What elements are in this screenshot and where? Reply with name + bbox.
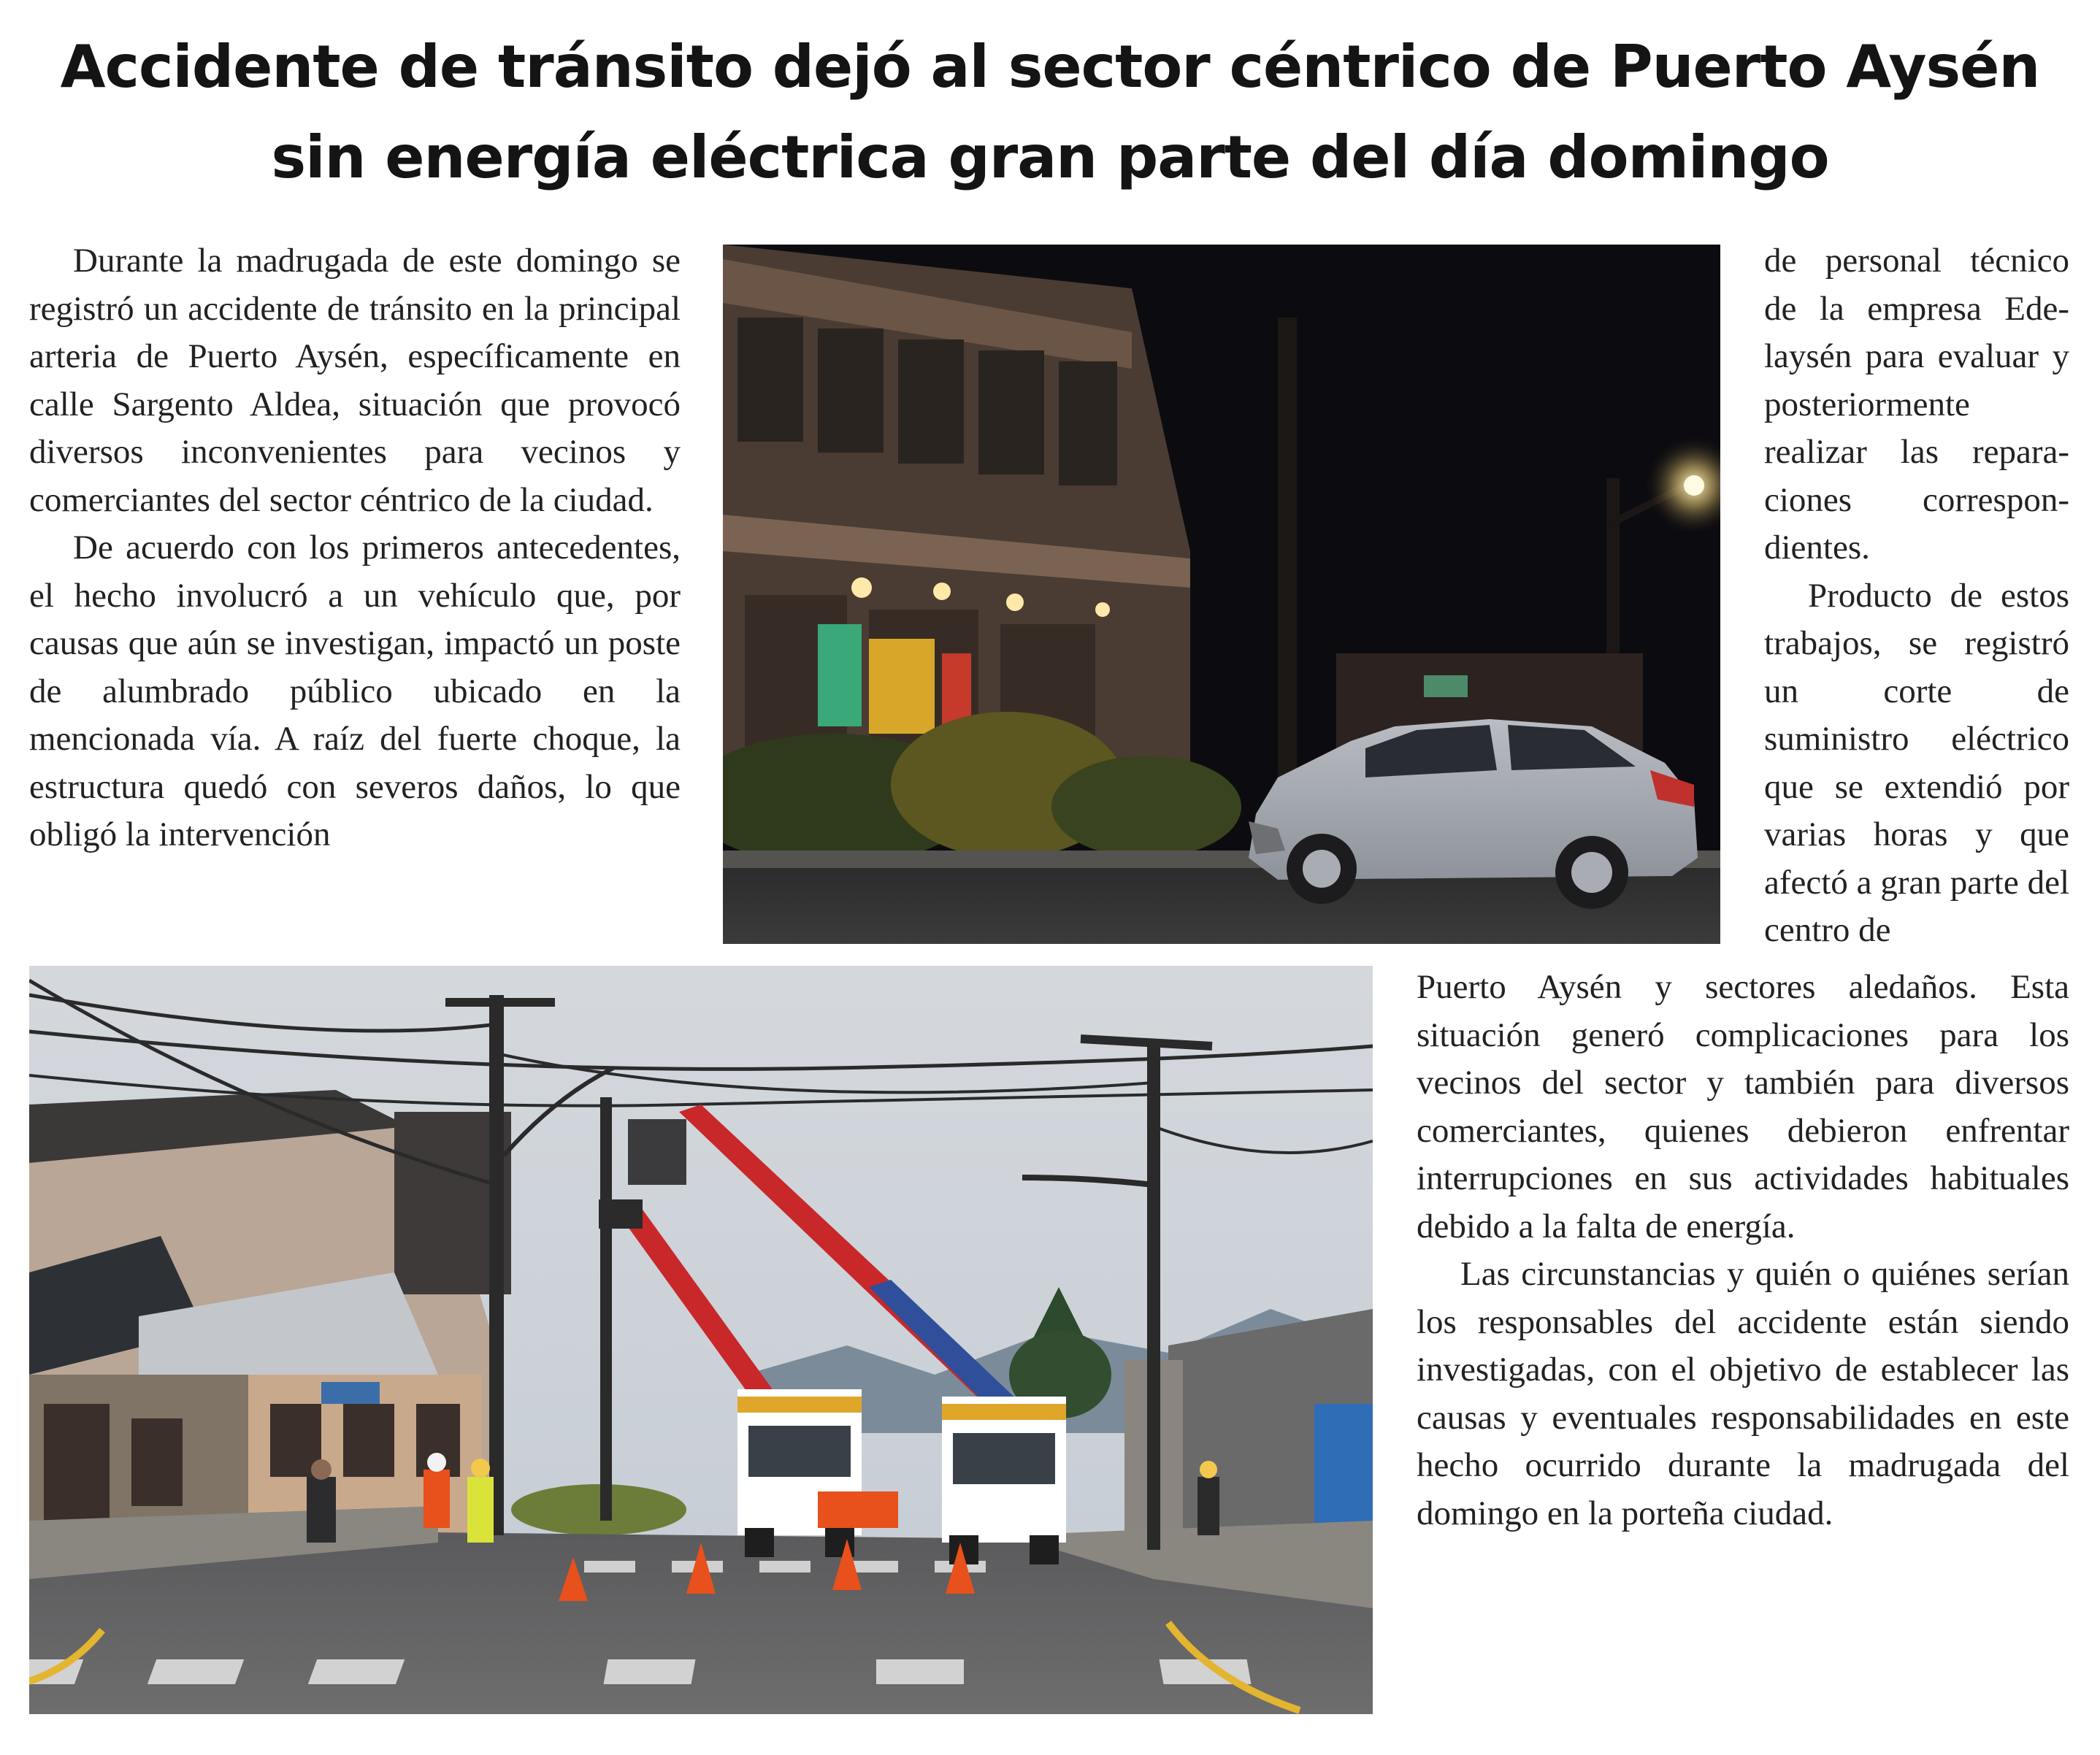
paragraph-3: de personal técnico de la empresa Edelaysén para evaluar y posteriormente realizar las reparaciones correspondientes. <box>1764 242 2069 567</box>
headline: Accidente de tránsito dejó al sector céntrico de Puerto Aysén sin energía eléctrica gran parte del día domingo <box>60 33 2040 191</box>
paragraph-1: Durante la madrugada de este domingo se registró un accidente de tránsito en la principal arteria de Puerto Aysén, específicamente en calle Sargento Aldea, situación que provocó diversos inconvenientes para vecinos y comerciantes del sector céntrico de la ciudad. <box>29 242 681 519</box>
bottom-right-column <box>1417 964 2069 1537</box>
night-accident-illustration <box>723 245 1720 944</box>
paragraph-5: Puerto Aysén y sectores aledaños. Esta situación generó complicaciones para los vecinos del sector y también para diversos comerciantes, quienes debieron enfrentar interrupciones en sus actividades habituales debido a la falta de energía. <box>1417 968 2069 1245</box>
paragraph-6: Las circunstancias y quién o quiénes serían los responsables del accidente están siendo investigadas, con el objetivo de establecer las causas y eventuales responsabilidades en este hecho ocurrido durante la madrugada del domingo en la porteña ciudad. <box>1417 1255 2069 1532</box>
repair-crew-illustration <box>29 966 1373 1714</box>
paragraph-4: Producto de estos trabajos, se registró un corte de suministro eléctrico que se extendió por varias horas y que afectó a gran parte del centro de <box>1764 576 2069 949</box>
paragraph-2: De acuerdo con los primeros antecedentes, el hecho involucró a un vehículo que, por causas que aún se investigan, impactó un poste de alumbrado público ubicado en la mencionada vía. A raíz del fuerte choque, la estructura quedó con severos daños, lo que obligó la intervención <box>29 529 681 853</box>
night-accident-photo <box>723 245 1720 944</box>
right-column <box>1764 237 2069 955</box>
left-column <box>29 237 681 859</box>
repair-crew-photo <box>29 966 1373 1714</box>
